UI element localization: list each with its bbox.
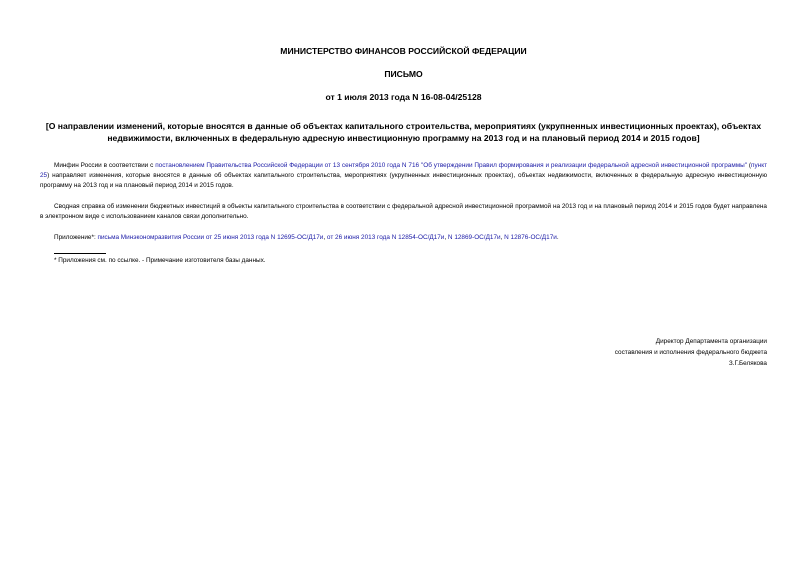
p3-sep-1: , [323, 234, 327, 241]
attachments-paragraph [40, 233, 767, 243]
p2-text: Сводная справка об изменении бюджетных инвестиций в объекты капитального строительства в соответствии с федеральной адресной инвестиционной программой на 2013 год и на плановый период 2014 и 2015 годов будет направлена в электронном виде с использованием каналов связи дополнительно. [40, 203, 767, 221]
footnote: * Приложения см. по ссылке. - Примечание изготовителя базы данных. [54, 257, 266, 264]
p1-text-3: ) направляет изменения, которые вносятся в данные об объектах капитального строительства, мероприятиях (укрупненных инвестиционных проектах), объектах недвижимости, включенных в федеральную адресную инвестиционную программу на 2013 год и на плановый период 2014 и 2015 годов. [40, 172, 767, 190]
clause-25-link[interactable]: пункт 25 [40, 162, 767, 180]
paragraph-2 [40, 202, 767, 222]
signature-position-line-1: Директор Департамента организации [655, 338, 767, 345]
p3-sep-3: , [500, 234, 505, 241]
p1-text-2: ( [747, 162, 752, 169]
attachments-label: Приложение*: [54, 234, 98, 241]
signature-position-line-2: составления и исполнения федерального бюджета [614, 349, 767, 356]
document-subject: [О направлении изменений, которые вносятся в данные об объектах капитального строительства, мероприятиях (укрупненных инвестиционных проектах), объектах недвижимости, включенных в федеральную адресную инвестиционную программу на 2013 год и на плановый период 2014 и 2015 годов] [45, 121, 762, 143]
letter-12695-link[interactable]: письма Минэкономразвития России от 25 июня 2013 года N 12695-ОС/Д17и [97, 234, 324, 241]
ministry-title: МИНИСТЕРСТВО ФИНАНСОВ РОССИЙСКОЙ ФЕДЕРАЦИИ [280, 46, 527, 56]
p1-text-1: Минфин России в соответствии с [54, 162, 156, 169]
letter-12869-link[interactable]: N 12869-ОС/Д17и [447, 234, 501, 241]
p3-sep-4: . [556, 234, 559, 241]
letter-12876-link[interactable]: N 12876-ОС/Д17и [504, 234, 557, 241]
letter-12854-link[interactable]: от 26 июня 2013 года N 12854-ОС/Д17и [326, 234, 445, 241]
decree-716-link[interactable]: постановлением Правительства Российской Федерации от 13 сентября 2010 года N 716 "Об утверждении Правил формирования и реализации федеральной адресной инвестиционной программы" [155, 162, 747, 169]
signature-name: З.Г.Белякова [728, 360, 767, 367]
document-date-number: от 1 июля 2013 года N 16-08-04/25128 [325, 92, 482, 102]
signature-block [507, 336, 767, 369]
paragraph-1 [40, 161, 767, 192]
footnote-divider [54, 253, 106, 254]
p3-sep-2: , [444, 234, 448, 241]
document-type: ПИСЬМО [384, 69, 423, 79]
